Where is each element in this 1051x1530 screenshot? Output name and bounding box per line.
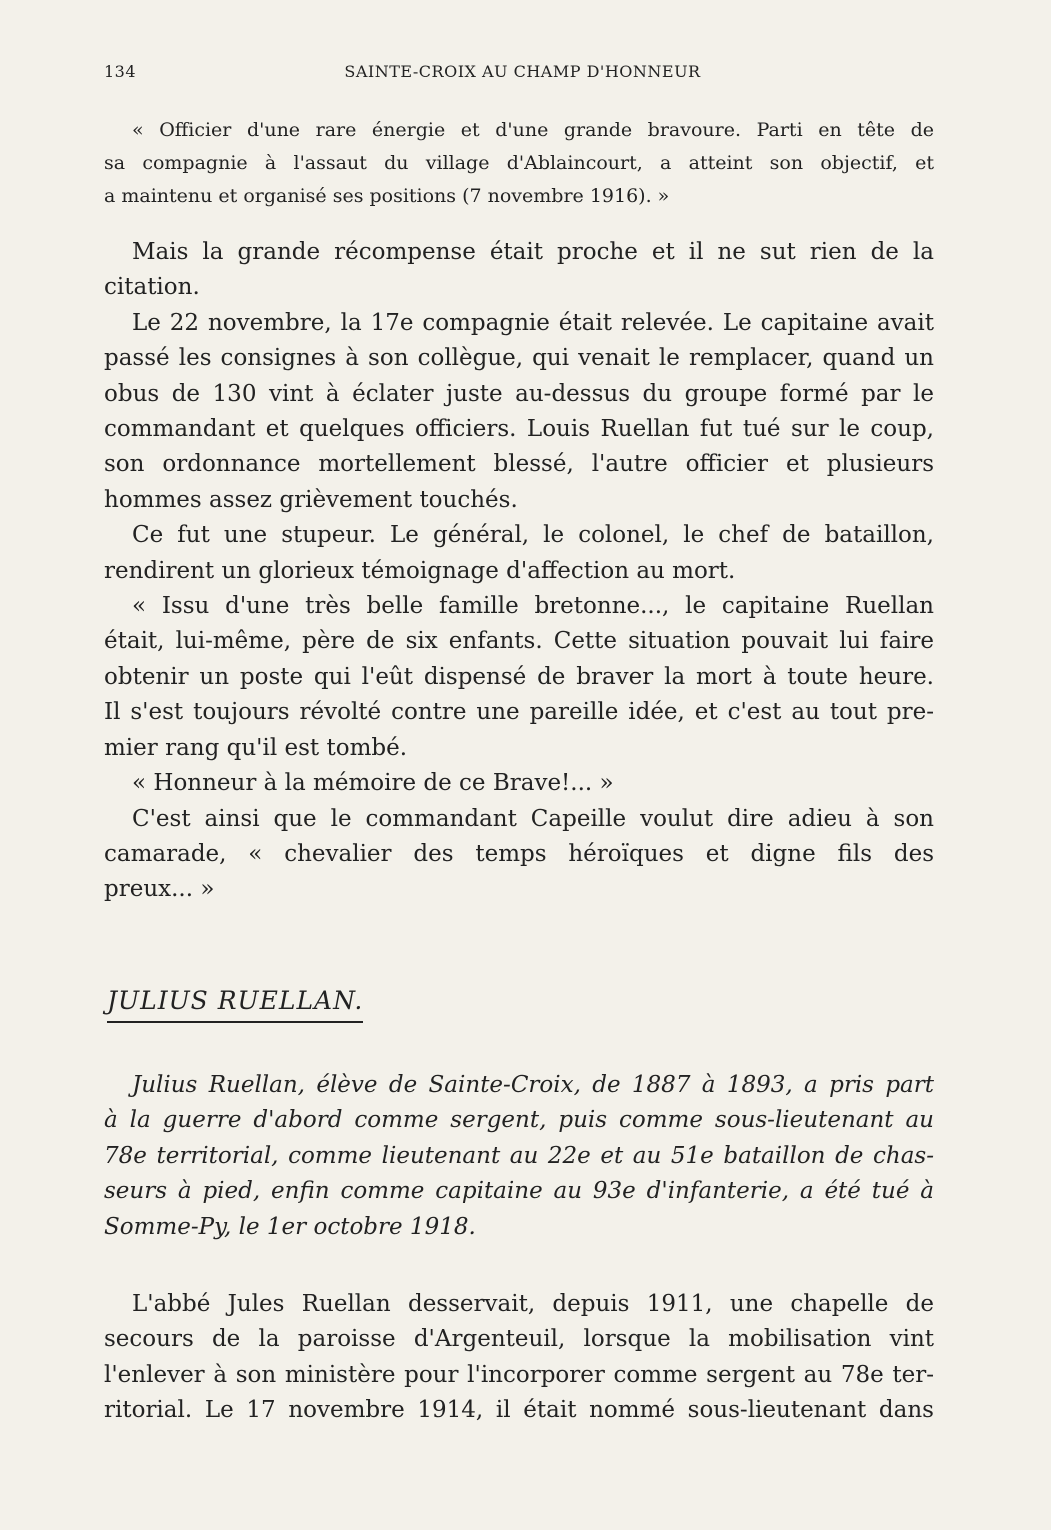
body-text-2 [104,1287,934,1429]
bio-line: Julius Ruellan, élève de Sainte-Croix, de 1887 à 1893, a pris part [132,1072,934,1098]
bio-line: 78e territorial, comme lieutenant au 22e et au 51e bataillon de chas- [104,1142,934,1169]
running-title: SAINTE-CROIX AU CHAMP D'HONNEUR [344,62,701,81]
text-line: L'abbé Jules Ruellan desservait, depuis 1911, une chapelle de [132,1291,934,1317]
text-line: Il s'est toujours révolté contre une pareille idée, et c'est au tout pre- [104,699,934,726]
citation-line: sa compagnie à l'assaut du village d'Ablaincourt, a atteint son objectif, et [104,152,934,174]
text-line: passé les consignes à son collègue, qui venait le remplacer, quand un [104,345,934,372]
text-line: son ordonnance mortellement blessé, l'autre officier et plusieurs [104,451,934,478]
bio-summary [104,1068,934,1245]
text-line: camarade, « chevalier des temps héroïques et digne fils des [104,840,934,867]
text-line: ritorial. Le 17 novembre 1914, il était nommé sous-lieutenant dans [104,1397,934,1424]
text-line: commandant et quelques officiers. Louis Ruellan fut tué sur le coup, [104,416,934,443]
citation-paragraph [104,114,934,213]
text-line: secours de la paroisse d'Argenteuil, lorsque la mobilisation vint [104,1326,934,1353]
text-line: hommes assez grièvement touchés. [104,486,518,513]
page-header [104,62,931,86]
text-line: Le 22 novembre, la 17e compagnie était relevée. Le capitaine avait [132,309,934,336]
text-line: était, lui-même, père de six enfants. Cette situation pouvait lui faire [104,628,934,655]
text-line: rendirent un glorieux témoignage d'affection au mort. [104,557,736,584]
text-line: C'est ainsi que le commandant Capeille voulut dire adieu à son [132,805,934,832]
citation-line: « Officier d'une rare énergie et d'une grande bravoure. Parti en tête de [132,119,934,141]
bio-line: à la guerre d'abord comme sergent, puis comme sous-lieutenant au [104,1107,934,1134]
text-line: obtenir un poste qui l'eût dispensé de braver la mort à toute heure. [104,663,934,690]
bio-line: seurs à pied, enfin comme capitaine au 93e d'infanterie, a été tué à [104,1178,934,1205]
text-line: mier rang qu'il est tombé. [104,734,408,761]
text-line: Ce fut une stupeur. Le général, le colonel, le chef de bataillon, [132,522,934,549]
bio-line: Somme-Py, le 1er octobre 1918. [104,1213,476,1240]
citation-line: a maintenu et organisé ses positions (7 novembre 1916). » [104,185,670,207]
text-line: citation. [104,274,200,301]
text-line: Mais la grande récompense était proche et il ne sut rien de la [132,239,934,265]
text-line: obus de 130 vint à éclater juste au-dessus du groupe formé par le [104,380,934,407]
text-line: « Issu d'une très belle famille bretonne..., le capitaine Ruellan [132,593,934,620]
page-number: 134 [104,62,137,81]
body-text-1 [104,235,934,908]
text-line: preux... » [104,876,215,903]
text-line: « Honneur à la mémoire de ce Brave!... » [132,770,614,797]
text-line: l'enlever à son ministère pour l'incorporer comme sergent au 78e ter- [104,1361,934,1388]
section-title: JULIUS RUELLAN. [107,986,363,1023]
